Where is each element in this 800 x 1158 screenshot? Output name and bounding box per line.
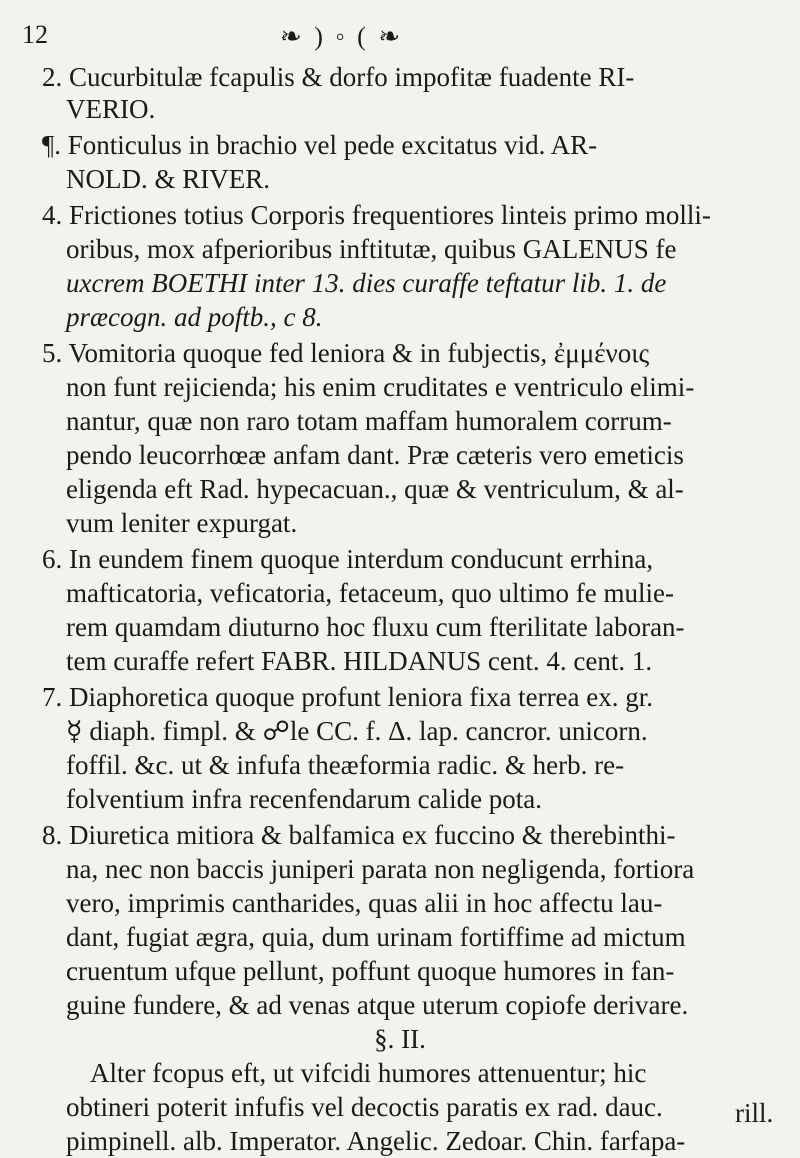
text-line: non funt rejicienda; his enim cruditates e ventriculo elimi- xyxy=(66,372,695,402)
text-line: 5. Vomitoria quoque fed leniora & in fubjectis, ἐμμένοις xyxy=(42,338,650,368)
text-line: cruentum ufque pellunt, poffunt quoque humores in fan- xyxy=(66,956,675,986)
text-line: 4. Frictiones totius Corporis frequentiores linteis primo molli- xyxy=(42,200,711,230)
catchword: rill. xyxy=(735,1098,774,1128)
text-line: NOLD. & RIVER. xyxy=(66,164,270,194)
text-line: foffil. &c. ut & infufa theæformia radic. & herb. re- xyxy=(66,750,625,780)
text-line: vum leniter expurgat. xyxy=(66,508,298,538)
text-line: folventium infra recenfendarum calide pota. xyxy=(66,784,543,814)
section-heading: §. II. xyxy=(374,1024,426,1054)
text-line: 2. Cucurbitulæ fcapulis & dorfo impofitæ fuadente RI- xyxy=(42,62,635,92)
text-line: rem quamdam diuturno hoc fluxu cum fterilitate laboran- xyxy=(66,612,685,642)
text-line: ☿ diaph. fimpl. & ☍le CC. f. Δ. lap. cancror. unicorn. xyxy=(66,716,648,746)
text-line: 7. Diaphoretica quoque profunt leniora fixa terrea ex. gr. xyxy=(42,682,654,712)
text-line: obtineri poterit infufis vel decoctis paratis ex rad. dauc. xyxy=(66,1092,663,1122)
text-line: 6. In eundem finem quoque interdum conducunt errhina, xyxy=(42,544,654,574)
text-line: ¶. Fonticulus in brachio vel pede excitatus vid. AR- xyxy=(42,130,598,160)
text-line: præcogn. ad poftb., c 8. xyxy=(66,302,323,332)
text-line: VERIO. xyxy=(66,94,156,124)
text-line: mafticatoria, veficatoria, fetaceum, quo ultimo fe mulie- xyxy=(66,578,674,608)
text-line: uxcrem BOETHI inter 13. dies curaffe teftatur lib. 1. de xyxy=(66,268,667,298)
header-ornament: ❧ ) ◦ ( ❧ xyxy=(280,22,404,51)
text-line: pimpinell. alb. Imperator. Angelic. Zedoar. Chin. farfapa- xyxy=(66,1126,686,1156)
text-line: na, nec non baccis juniperi parata non negligenda, fortiora xyxy=(66,854,695,884)
text-line: pendo leucorrhœæ anfam dant. Præ cæteris vero emeticis xyxy=(66,440,684,470)
text-line: guine fundere, & ad venas atque uterum copiofe derivare. xyxy=(66,990,689,1020)
text-line: nantur, quæ non raro totam maffam humoralem corrum- xyxy=(66,406,672,436)
text-line: vero, imprimis cantharides, quas alii in hoc affectu lau- xyxy=(66,888,663,918)
text-line: tem curaffe refert FABR. HILDANUS cent. 4. cent. 1. xyxy=(66,646,653,676)
text-line: 8. Diuretica mitiora & balfamica ex fuccino & therebinthi- xyxy=(42,820,676,850)
text-line: oribus, mox afperioribus inftitutæ, quibus GALENUS fe xyxy=(66,234,677,264)
text-line: Alter fcopus eft, ut vifcidi humores attenuentur; hic xyxy=(90,1058,647,1088)
text-line: dant, fugiat ægra, quia, dum urinam fortiffime ad mictum xyxy=(66,922,686,952)
text-line: eligenda eft Rad. hypecacuan., quæ & ventriculum, & al- xyxy=(66,474,684,504)
page-number: 12 xyxy=(22,20,48,49)
